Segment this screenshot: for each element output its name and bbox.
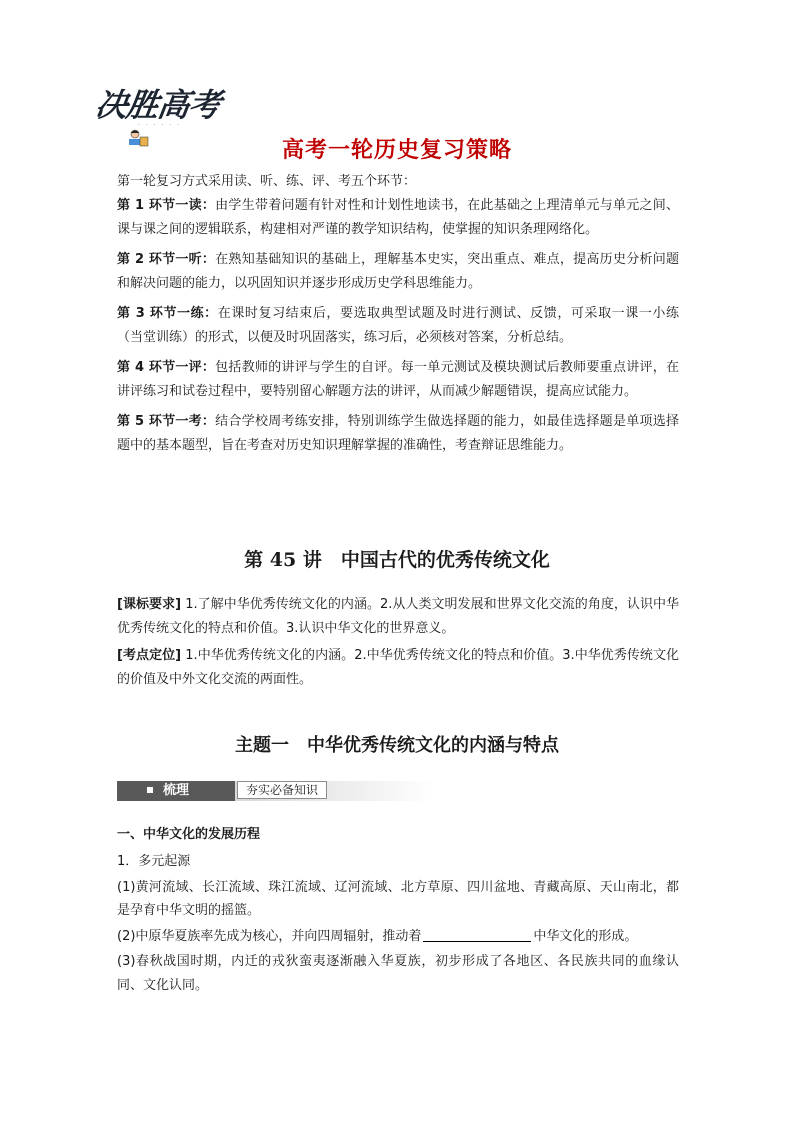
step-label: 第 3 环节一练： (117, 306, 218, 321)
intro-text: 第一轮复习方式采用读、听、练、评、考五个环节： (117, 174, 417, 189)
step-text: 结合学校周考练安排，特别训练学生做选择题的能力，如最佳选择题是单项选择题中的基本题型，旨在考查对历史知识理解掌握的准确性，考查辩证思维能力。 (117, 414, 679, 453)
page-title: 高考一轮历史复习策略 (281, 138, 512, 163)
item-text-after: 中华文化的形成。 (533, 928, 638, 944)
banner-light-label: 夯实必备知识 (237, 781, 327, 799)
step-paragraph (117, 356, 679, 403)
requirements-text: 1.了解中华优秀传统文化的内涵。2.从人类文明发展和世界文化交流的角度，认识中华优秀传统文化的特点和价值。3.认识中华文化的世界意义。 (117, 597, 679, 636)
banner-dark-tab (117, 781, 235, 801)
step-paragraph (117, 248, 679, 295)
square-bullet-icon (147, 787, 153, 793)
theme-title: 主题一 中华优秀传统文化的内涵与特点 (235, 735, 559, 756)
fill-in-blank[interactable] (423, 927, 531, 942)
exam-focus (117, 644, 679, 691)
step-paragraph (117, 302, 679, 349)
step-text: 在熟知基础知识的基础上，理解基本史实，突出重点、难点，提高历史分析问题和解决问题的能力，以巩固知识并逐步形成历史学科思维能力。 (117, 252, 679, 291)
steps-list (117, 194, 679, 464)
list-item: (1)黄河流域、长江流域、珠江流域、辽河流域、北方草原、四川盆地、青藏高原、天山南北，都是孕育中华文明的摇篮。 (117, 879, 679, 918)
logo-text: 决胜高考 (93, 86, 223, 124)
focus-text: 1.中华优秀传统文化的内涵。2.中华优秀传统文化的特点和价值。3.中华优秀传统文化的价值及中外文化交流的两面性。 (117, 648, 679, 687)
lecture-title: 第 45 讲 中国古代的优秀传统文化 (244, 549, 550, 571)
section-heading: 一、中华文化的发展历程 (117, 827, 261, 842)
banner-dark-label: 梳理 (163, 783, 190, 798)
focus-label: [考点定位] (117, 648, 182, 663)
step-label: 第 2 环节一听： (117, 252, 216, 267)
item-text-before: (2)中原华夏族率先成为核心，并向四周辐射，推动着 (117, 928, 422, 944)
step-text: 在课时复习结束后，要选取典型试题及时进行测试、反馈，可采取一课一小练（当堂训练）的形式，以便及时巩固落实，练习后，必须核对答案，分析总结。 (117, 306, 679, 345)
step-text: 由学生带着问题有针对性和计划性地读书，在此基础之上理清单元与单元之间、课与课之间的逻辑联系，构建相对严谨的教学知识结构，使掌握的知识条理网络化。 (117, 198, 679, 237)
requirements-block (117, 593, 679, 695)
step-paragraph (117, 194, 679, 241)
list-item: (3)春秋战国时期，内迁的戎狄蛮夷逐渐融入华夏族，初步形成了各地区、各民族共同的血缘认同、文化认同。 (117, 954, 679, 993)
step-text: 包括教师的讲评与学生的自评。每一单元测试及模块测试后教师要重点讲评，在讲评练习和试卷过程中，要特别留心解题方法的讲评，从而减少解题错误，提高应试能力。 (117, 360, 679, 399)
step-label: 第 1 环节一读： (117, 198, 216, 213)
step-label: 第 4 环节一评： (117, 360, 216, 375)
subsection-title: 1．多元起源 (117, 854, 191, 869)
curriculum-requirements (117, 593, 679, 640)
step-label: 第 5 环节一考： (117, 414, 216, 429)
section-body (117, 850, 679, 999)
step-paragraph (117, 410, 679, 457)
list-item (117, 925, 679, 949)
logo-decoration: · · · · · · (138, 122, 181, 129)
section-banner (117, 779, 435, 803)
requirements-label: [课标要求] (117, 597, 182, 612)
